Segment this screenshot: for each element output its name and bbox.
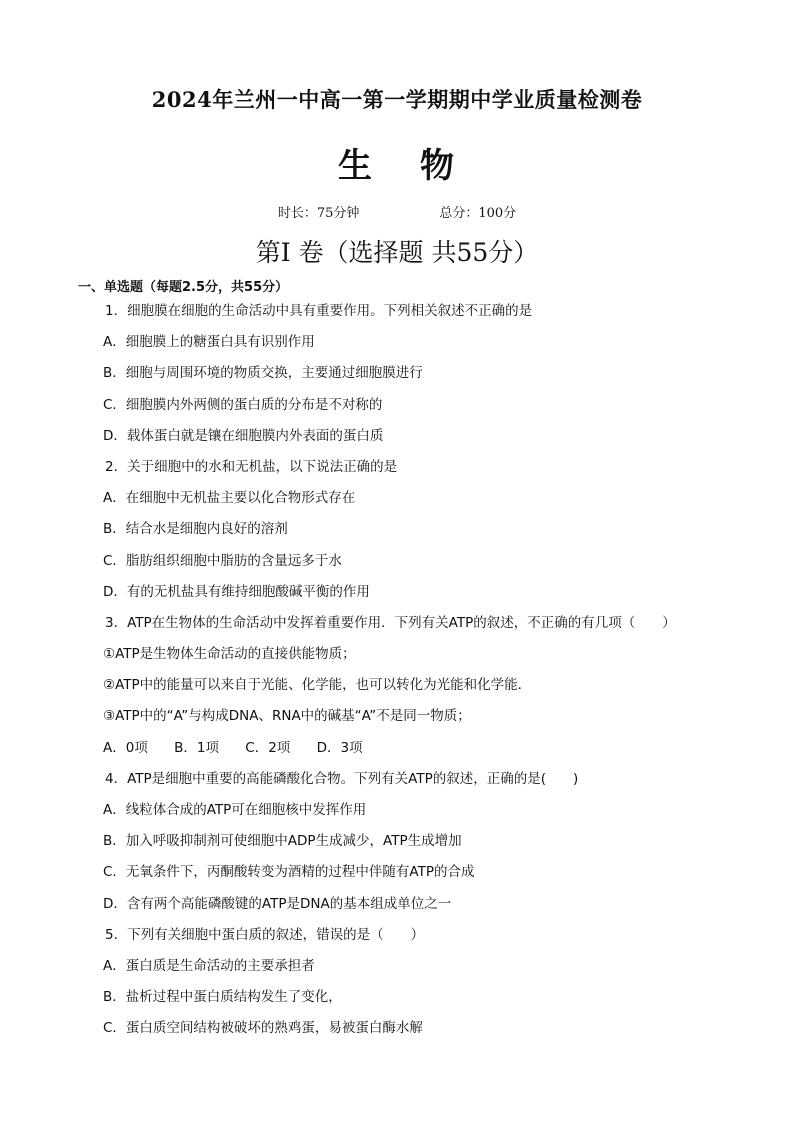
question-4-option-d: D．含有两个高能磷酸键的ATP是DNA的基本组成单位之一 <box>103 895 452 912</box>
question-2-option-a: A．在细胞中无机盐主要以化合物形式存在 <box>103 490 356 507</box>
question-1-option-d: D．载体蛋白就是镶在细胞膜内外表面的蛋白质 <box>103 427 384 444</box>
exam-meta <box>0 202 794 221</box>
subject-char-1: 生 <box>338 146 374 186</box>
question-2-stem: 2．关于细胞中的水和无机盐，以下说法正确的是 <box>105 458 398 475</box>
question-3-option-c: C．2项 <box>245 739 291 756</box>
part-heading: 一、单选题（每题2.5分，共55分） <box>78 280 289 295</box>
question-4-option-c: C．无氧条件下，丙酮酸转变为酒精的过程中伴随有ATP的合成 <box>103 864 475 881</box>
question-3-statement-1: ①ATP是生物体生命活动的直接供能物质； <box>103 646 356 663</box>
question-4-option-b: B．加入呼吸抑制剂可使细胞中ADP生成减少，ATP生成增加 <box>103 833 462 850</box>
exam-total-score: 总分：100分 <box>439 206 517 221</box>
exam-title: 2024年兰州一中高一第一学期期中学业质量检测卷 <box>151 87 643 112</box>
question-3-options <box>103 737 763 768</box>
question-3-option-d: D．3项 <box>316 739 363 756</box>
question-1-stem: 1．细胞膜在细胞的生命活动中具有重要作用。下列相关叙述不正确的是 <box>105 303 533 319</box>
question-3-statement-3: ③ATP中的“A”与构成DNA、RNA中的碱基“A”不是同一物质； <box>103 708 471 725</box>
question-4-option-a: A．线粒体合成的ATP可在细胞核中发挥作用 <box>103 802 367 818</box>
subject-title <box>0 138 794 187</box>
question-1-option-b: B．细胞与周围环境的物质交换，主要通过细胞膜进行 <box>103 365 423 382</box>
question-3-stem: 3．ATP在生物体的生命活动中发挥着重要作用．下列有关ATP的叙述，不正确的有几项（ ） <box>105 614 676 631</box>
subject-char-2: 物 <box>420 146 456 186</box>
question-1-option-c: C．细胞膜内外两侧的蛋白质的分布是不对称的 <box>103 396 383 413</box>
question-3-option-a: A．0项 <box>103 739 148 756</box>
question-2-option-c: C．脂肪组织细胞中脂肪的含量远多于水 <box>103 552 342 569</box>
question-5-stem: 5．下列有关细胞中蛋白质的叙述，错误的是（ ） <box>105 926 425 943</box>
question-5-option-b: B．盐析过程中蛋白质结构发生了变化， <box>103 989 342 1006</box>
question-2-option-b: B．结合水是细胞内良好的溶剂 <box>103 521 288 538</box>
question-5-option-c: C．蛋白质空间结构被破坏的熟鸡蛋，易被蛋白酶水解 <box>103 1020 423 1037</box>
question-3-option-b: B．1项 <box>174 739 219 756</box>
question-4-stem: 4．ATP是细胞中重要的高能磷酸化合物。下列有关ATP的叙述，正确的是( ) <box>105 770 579 787</box>
question-3-statement-2: ②ATP中的能量可以来自于光能、化学能，也可以转化为光能和化学能． <box>103 677 532 694</box>
question-1-option-a: A．细胞膜上的糖蛋白具有识别作用 <box>103 334 315 351</box>
section-title: 第I 卷（选择题 共55分） <box>255 238 539 267</box>
exam-duration: 时长：75分钟 <box>277 206 360 221</box>
question-list <box>103 300 763 1049</box>
question-2-option-d: D．有的无机盐具有维持细胞酸碱平衡的作用 <box>103 583 370 600</box>
question-5-option-a: A．蛋白质是生命活动的主要承担者 <box>103 957 315 974</box>
